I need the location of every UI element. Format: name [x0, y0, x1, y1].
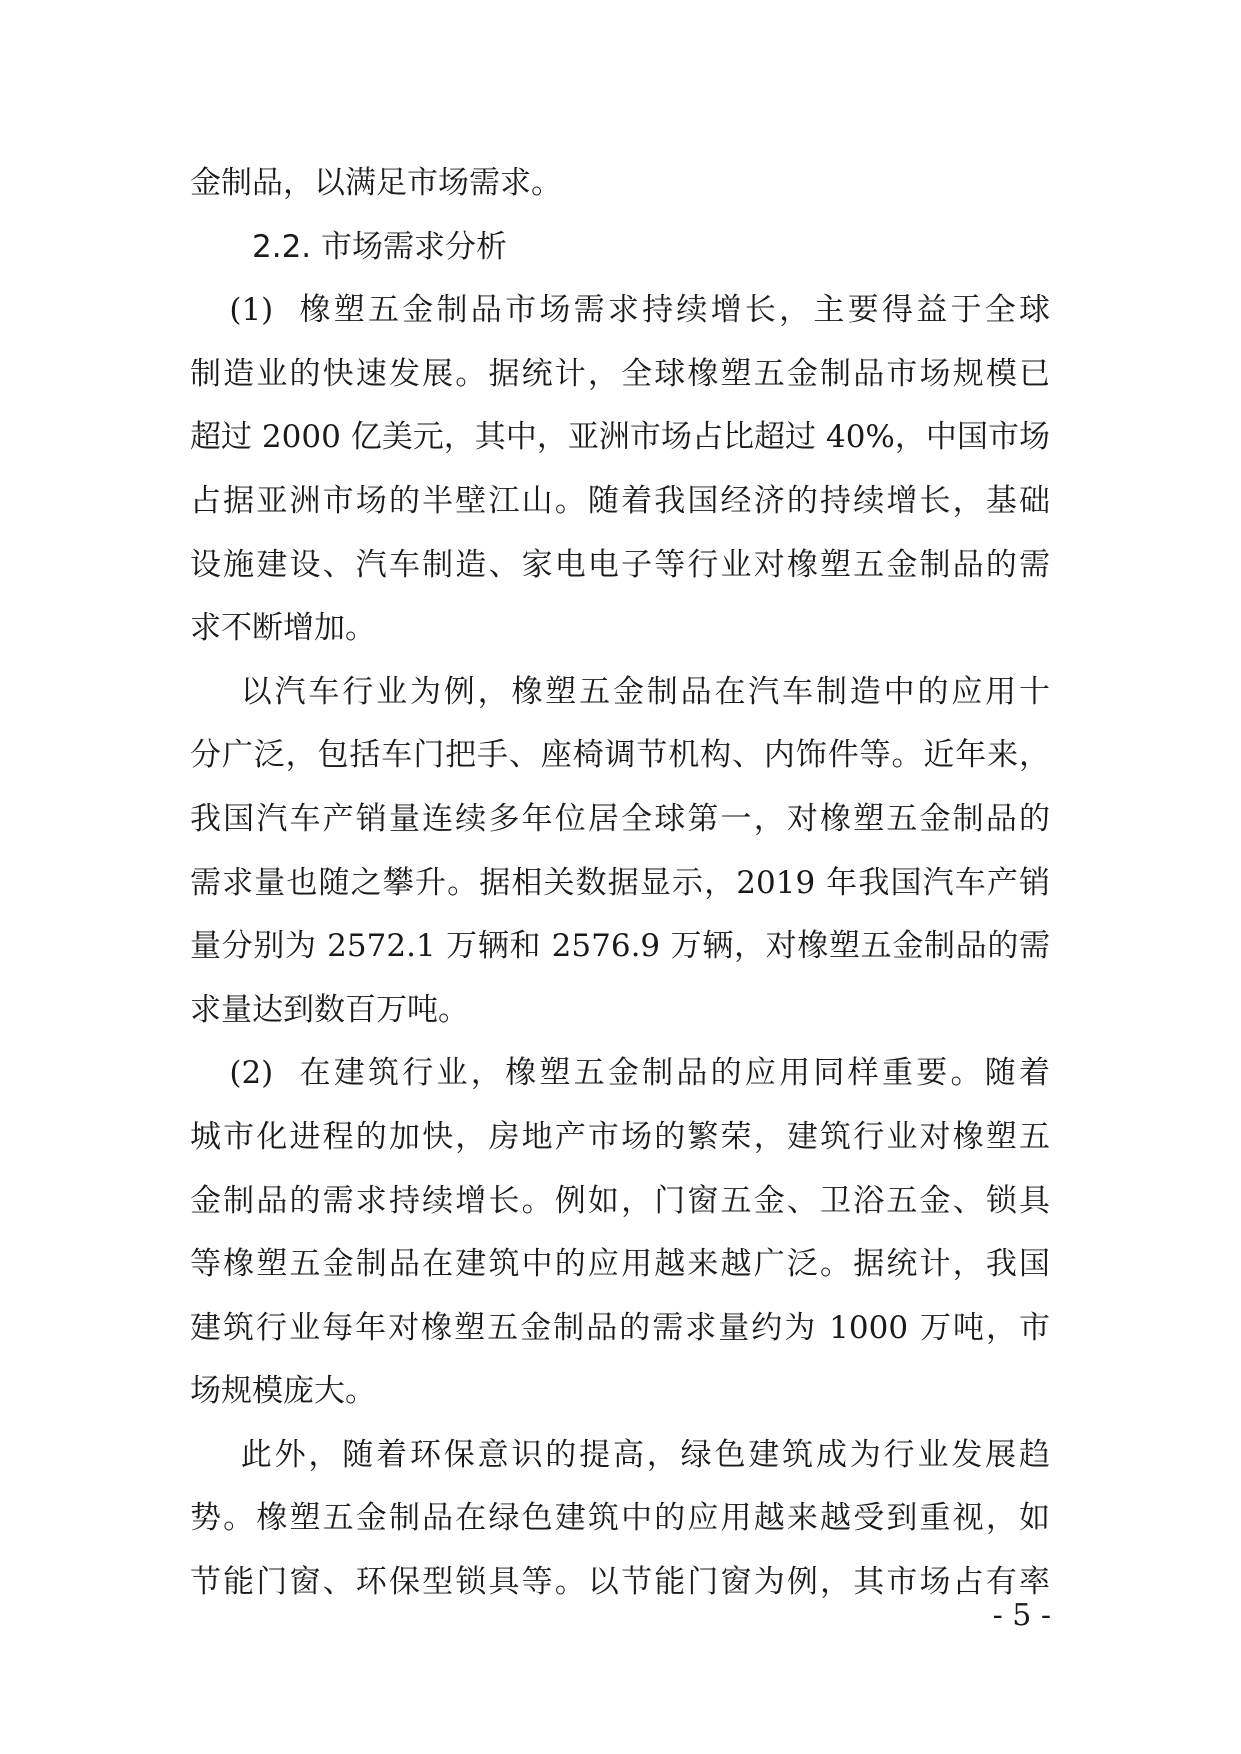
text-line-15: (2) 在建筑行业，橡塑五金制品的应用同样重要。随着	[190, 1055, 1050, 1092]
text-line-7: 设施建设、汽车制造、家电电子等行业对橡塑五金制品的需	[190, 546, 1050, 583]
text-line-9: 以汽车行业为例，橡塑五金制品在汽车制造中的应用十	[190, 673, 1050, 710]
text-line-16: 城市化进程的加快，房地产市场的繁荣，建筑行业对橡塑五	[190, 1118, 1050, 1155]
text-line-4: 制造业的快速发展。据统计，全球橡塑五金制品市场规模已	[190, 355, 1050, 392]
text-line-14: 求量达到数百万吨。	[190, 991, 469, 1028]
text-line-5: 超过 2000 亿美元，其中，亚洲市场占比超过 40%，中国市场	[190, 419, 1050, 456]
text-line-1: 金制品，以满足市场需求。	[190, 165, 562, 201]
text-line-12: 需求量也随之攀升。据相关数据显示，2019 年我国汽车产销	[190, 864, 1050, 901]
text-line-8: 求不断增加。	[190, 610, 376, 647]
page-number: - 5 -	[992, 1598, 1051, 1633]
text-line-21: 此外，随着环保意识的提高，绿色建筑成为行业发展趋	[190, 1436, 1050, 1473]
text-line-22: 势。橡塑五金制品在绿色建筑中的应用越来越受到重视，如	[190, 1500, 1050, 1537]
text-line-13: 量分别为 2572.1 万辆和 2576.9 万辆，对橡塑五金制品的需	[190, 928, 1050, 965]
text-line-3: (1) 橡塑五金制品市场需求持续增长，主要得益于全球	[190, 292, 1050, 329]
text-line-23: 节能门窗、环保型锁具等。以节能门窗为例，其市场占有率	[190, 1564, 1050, 1601]
text-line-20: 场规模庞大。	[190, 1373, 376, 1410]
text-line-19: 建筑行业每年对橡塑五金制品的需求量约为 1000 万吨，市	[190, 1309, 1050, 1346]
text-line-6: 占据亚洲市场的半壁江山。随着我国经济的持续增长，基础	[190, 482, 1050, 519]
section-heading: 2.2. 市场需求分析	[252, 228, 508, 265]
document-body	[190, 152, 1050, 1615]
text-line-18: 等橡塑五金制品在建筑中的应用越来越广泛。据统计，我国	[190, 1246, 1050, 1283]
text-line-11: 我国汽车产销量连续多年位居全球第一，对橡塑五金制品的	[190, 800, 1050, 837]
text-line-10: 分广泛，包括车门把手、座椅调节机构、内饰件等。近年来，	[190, 737, 1050, 774]
text-line-17: 金制品的需求持续增长。例如，门窗五金、卫浴五金、锁具	[190, 1182, 1050, 1219]
